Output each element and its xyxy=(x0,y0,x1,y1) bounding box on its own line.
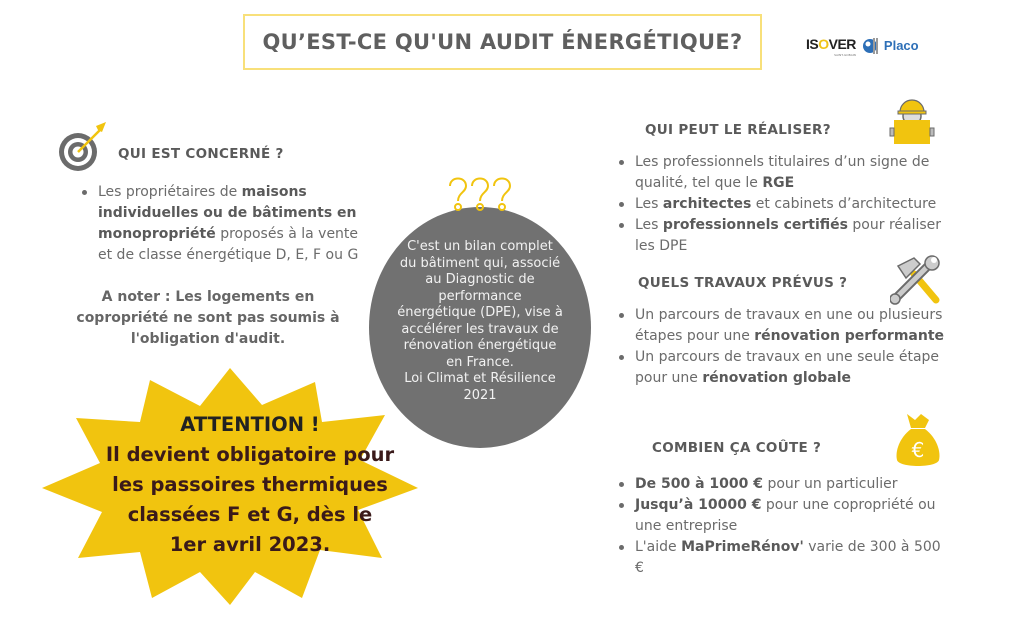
placo-globe-icon xyxy=(862,37,882,55)
definition-circle xyxy=(369,207,591,448)
list-item: Les propriétaires de maisons individuelles ou de bâtiments en monopropriété proposés à la vente et de classe énergétique D, E, F ou G xyxy=(76,182,376,266)
list-item: Les professionnels titulaires d’un signe de qualité, tel que le RGE xyxy=(613,152,953,194)
list-item: Un parcours de travaux en une seule étape pour une rénovation globale xyxy=(613,347,953,389)
hammer-wrench-icon xyxy=(890,254,946,306)
works-list xyxy=(613,305,953,389)
svg-text:€: € xyxy=(911,438,925,462)
isover-logo: ISOVER SAINT-GOBAIN xyxy=(806,36,856,57)
target-icon xyxy=(58,120,114,180)
works-heading: QUELS TRAVAUX PRÉVUS ? xyxy=(638,275,848,291)
page-title: QU’EST-CE QU'UN AUDIT ÉNERGÉTIQUE? xyxy=(262,30,743,54)
title-box xyxy=(243,14,762,70)
placo-logo: Placo xyxy=(862,37,919,55)
list-item: Les architectes et cabinets d’architecture xyxy=(613,194,953,215)
copro-note: A noter : Les logements en copropriété ne sont pas soumis à l'obligation d'audit. xyxy=(76,289,340,347)
who-list xyxy=(613,152,953,257)
concerned-list xyxy=(76,182,376,266)
euro-money-bag-icon xyxy=(893,412,943,470)
cost-heading: COMBIEN ÇA COÛTE ? xyxy=(652,440,822,456)
attention-text: ATTENTION ! Il devient obligatoire pour les passoires thermiques classées F et G, dès le 1er avril 2023. xyxy=(90,410,410,560)
attention-title: ATTENTION ! xyxy=(180,413,320,436)
list-item: De 500 à 1000 € pour un particulier xyxy=(613,474,943,495)
list-item: L'aide MaPrimeRénov' varie de 300 à 500 € xyxy=(613,537,943,579)
definition-text: C'est un bilan complet du bâtiment qui, associé au Diagnostic de performance énergétique (DPE), vise à accélérer les travaux de rénovation énergétique en France. Loi Climat et Résilience 2021 xyxy=(397,239,563,403)
who-heading: QUI PEUT LE RÉALISER? xyxy=(645,122,831,138)
list-item: Jusqu’à 10000 € pour une copropriété ou une entreprise xyxy=(613,495,943,537)
construction-worker-icon xyxy=(886,98,938,146)
list-item: Un parcours de travaux en une ou plusieurs étapes pour une rénovation performante xyxy=(613,305,953,347)
brand-logos xyxy=(806,34,919,57)
concerned-heading: QUI EST CONCERNÉ ? xyxy=(118,146,284,162)
list-item: Les professionnels certifiés pour réaliser les DPE xyxy=(613,215,953,257)
question-marks-icon xyxy=(446,174,518,212)
cost-list xyxy=(613,474,943,579)
